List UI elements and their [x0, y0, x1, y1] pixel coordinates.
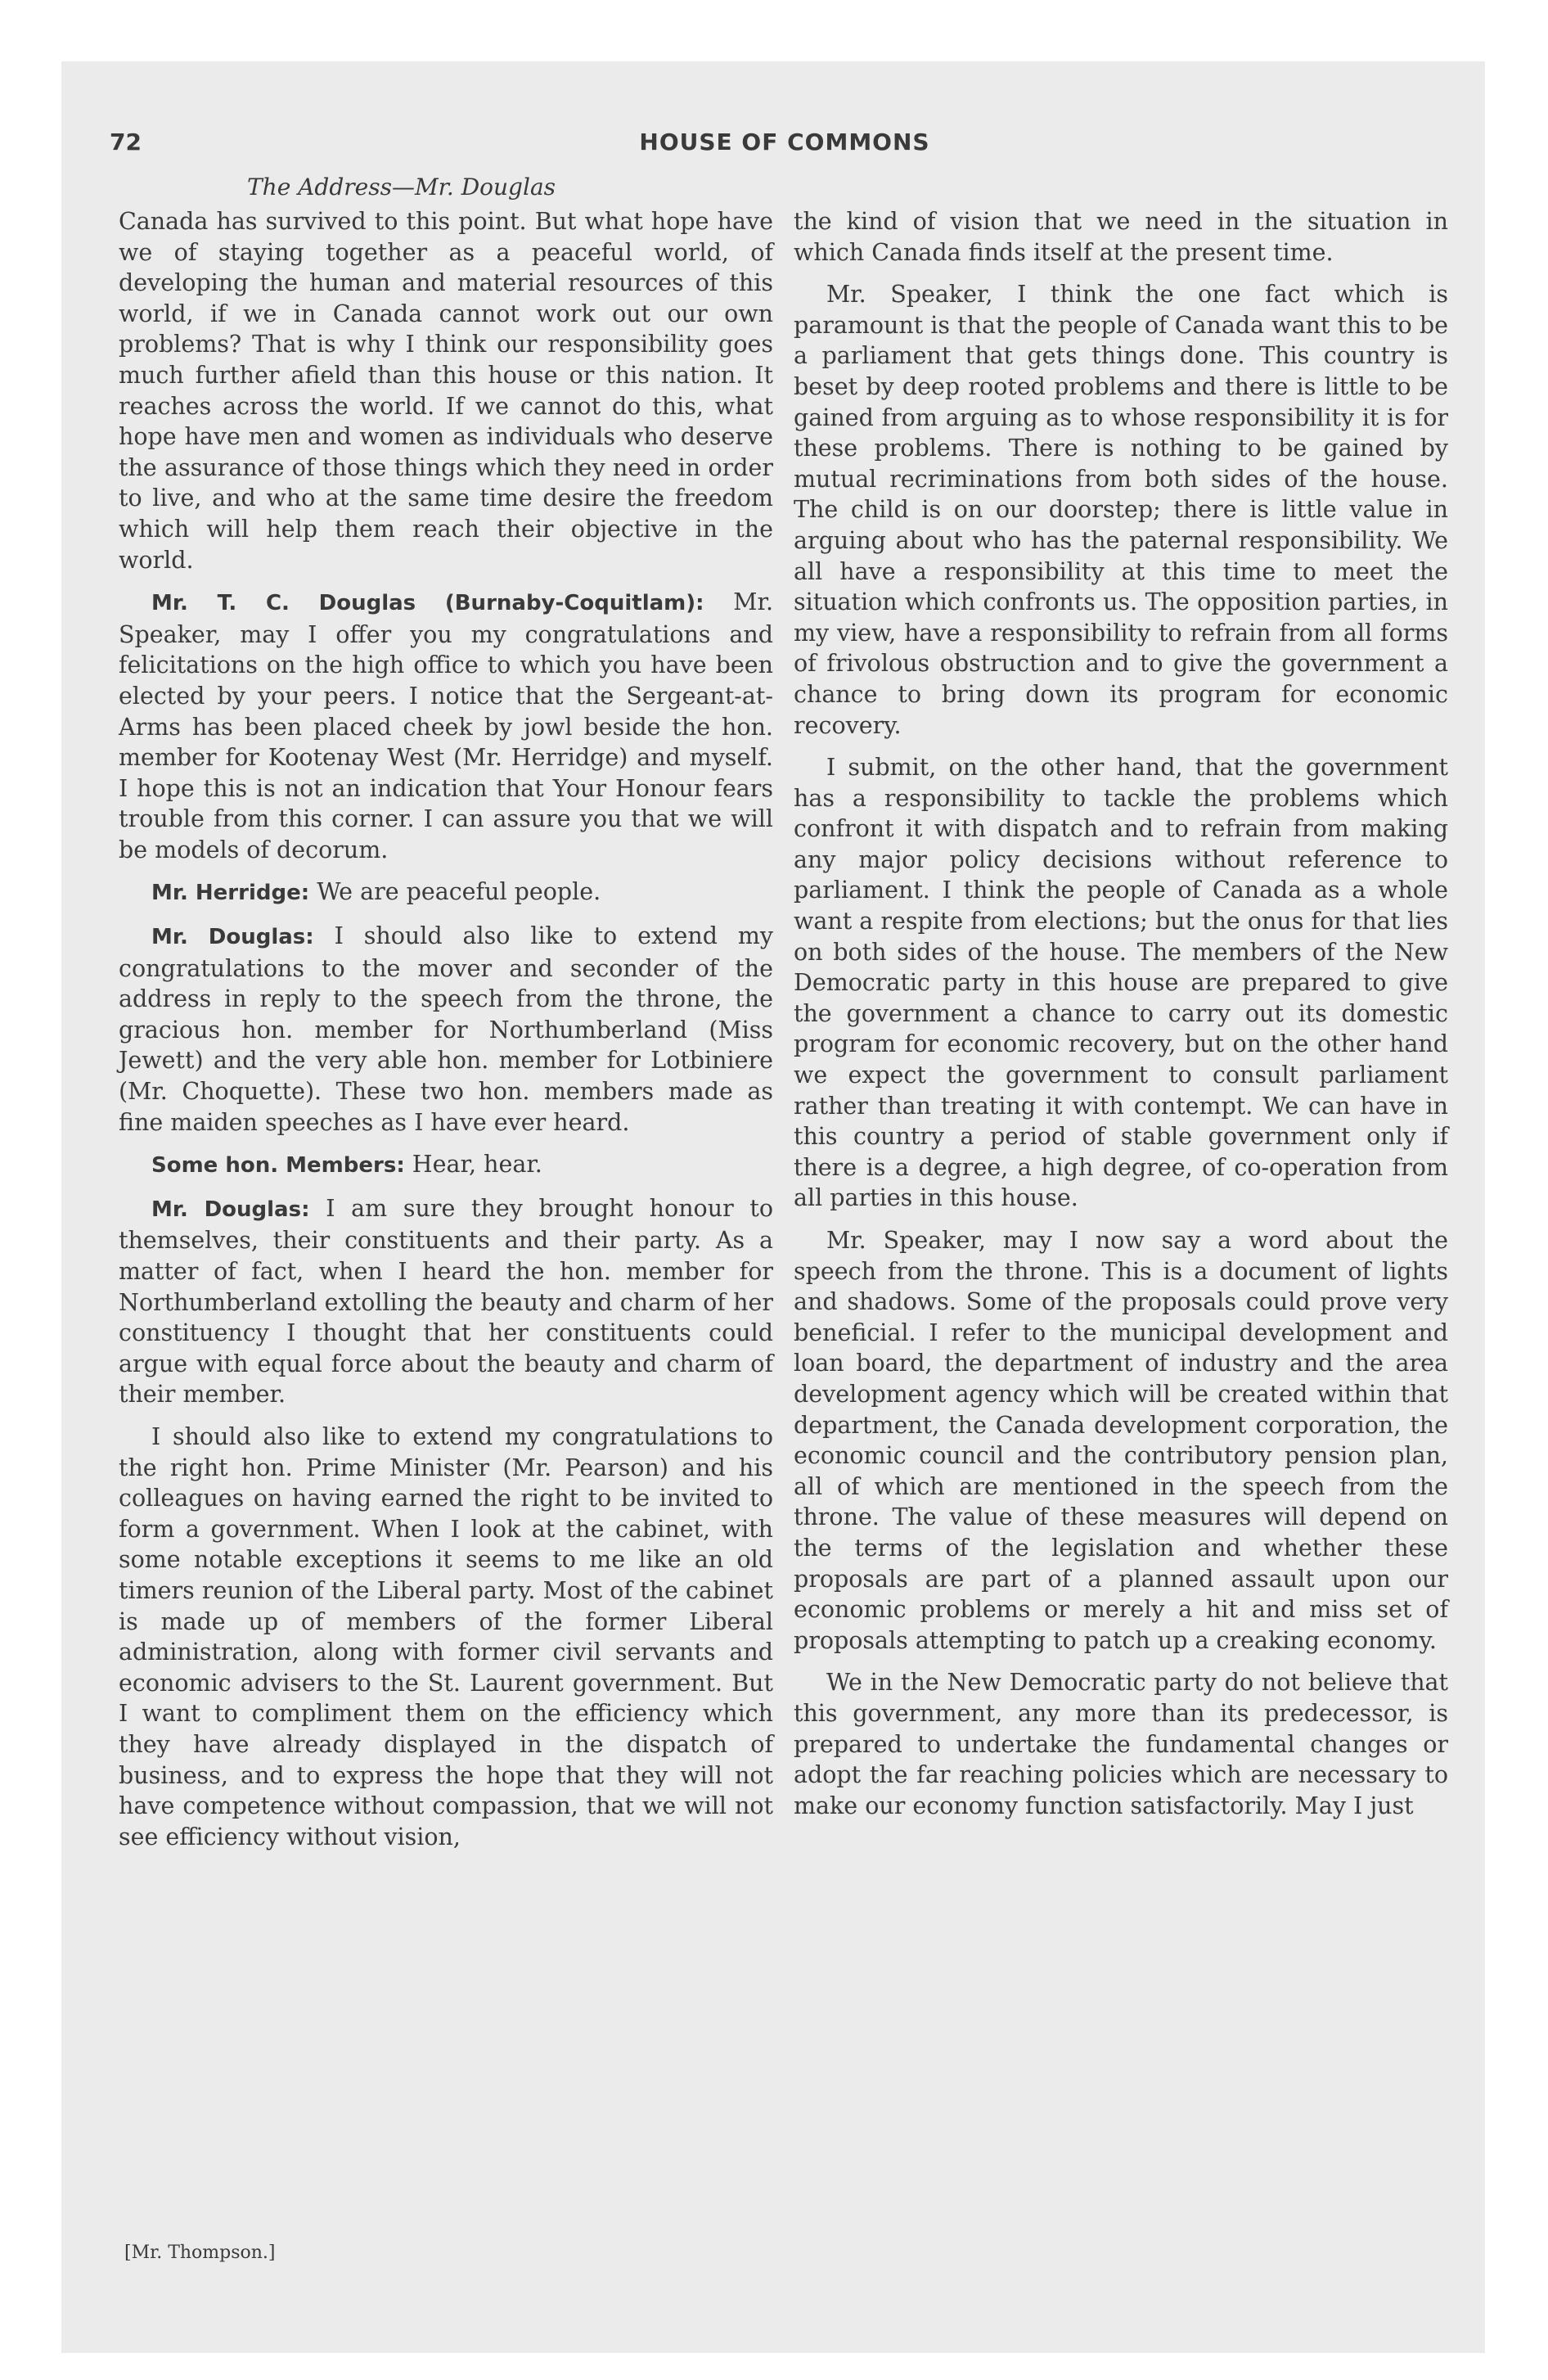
right-column — [794, 206, 1448, 1832]
paragraph: Mr. Speaker, may I now say a word about the speech from the throne. This is a document of lights and shadows. Some of the proposals could prove very beneficial. I refer to the municipal development and loan board, the department of industry and the area development agency which will be created within that department, the Canada development corporation, the economic council and the contributory pension plan, all of which are mentioned in the speech from the throne. The value of these measures will depend on the terms of the legislation and whether these proposals are part of a planned assault upon our economic problems or merely a hit and miss set of proposals attempting to patch up a creaking economy. — [794, 1227, 1448, 1654]
speech-text: I should also like to extend my congratulations to the mover and seconder of the address in reply to the speech from the throne, the gracious hon. member for Northumberland (Miss Jewett) and the very able hon. member for Lotbiniere (Mr. Choquette). These two hon. members made as fine maiden speeches as I have ever heard. — [119, 922, 774, 1136]
running-title: HOUSE OF COMMONS — [639, 128, 930, 156]
paragraph: Canada has survived to this point. But what hope have we of staying together as a peaceful world, of developing the human and material resources of this world, if we in Canada cannot work out our own problems? That is why I think our responsibility goes much further afield than this house or this nation. It reaches across the world. If we cannot do this, what hope have men and women as individuals who deserve the assurance of those things which they need in order to live, and who at the same time desire the freedom which will help them reach their objective in the world. — [119, 208, 773, 574]
speaker-name: Mr. Douglas: — [151, 925, 314, 950]
paragraph: Mr. Speaker, I think the one fact which is paramount is that the people of Canada want this to be a parliament that gets things done. This country is beset by deep rooted problems and there is little to be gained from arguing as to whose responsibility it is for these problems. There is nothing to be gained by mutual recriminations from both sides of the house. The child is on our doorstep; there is little value in arguing about who has the paternal responsibility. We all have a responsibility at this time to meet the situation which confronts us. The opposition parties, in my view, have a responsibility to refrain from all forms of frivolous obstruction and to give the government a chance to bring down its program for economic recovery. — [794, 281, 1448, 739]
paragraph — [119, 877, 773, 909]
page-header — [110, 128, 1460, 161]
speech-text: I am sure they brought honour to themselves, their constituents and their party. As a matter of fact, when I heard the hon. member for Northumberland extolling the beauty and charm of her constituency I thought that her constituents could argue with equal force about the beauty and charm of their member. — [119, 1194, 774, 1409]
speech-text: Mr. Speaker, may I offer you my congratulations and felicitations on the high office to which you have been elected by your peers. I notice that the Sergeant-at-Arms has been placed cheek by jowl beside the hon. member for Kootenay West (Mr. Herridge) and myself. I hope this is not an indication that Your Honour fears trouble from this corner. I can assure you that we will be models of decorum. — [119, 588, 773, 863]
speaker-name: Some hon. Members: — [151, 1153, 405, 1179]
paragraph — [119, 921, 773, 1138]
speaker-name: Mr. Douglas: — [151, 1197, 310, 1222]
speech-text: We are peaceful people. — [317, 878, 601, 906]
paragraph: the kind of vision that we need in the situation in which Canada finds itself at the present time. — [794, 208, 1448, 266]
speaker-name: Mr. Herridge: — [151, 881, 310, 906]
footer-note: [Mr. Thompson.] — [124, 2243, 276, 2263]
paragraph: I submit, on the other hand, that the government has a responsibility to tackle the problems which confront it with dispatch and to refrain from making any major policy decisions without reference to parliament. I think the people of Canada as a whole want a respite from elections; but the onus for that lies on both sides of the house. The members of the New Democratic party in this house are prepared to give the government a chance to carry out its domestic program for economic recovery, but on the other hand we expect the government to consult parliament rather than treating it with contempt. We can have in this country a period of stable government only if there is a degree, a high degree, of co-operation from all parties in this house. — [794, 754, 1448, 1212]
section-subheading: The Address—Mr. Douglas — [247, 174, 556, 201]
left-column — [119, 206, 773, 1864]
paragraph — [119, 587, 773, 865]
speech-text: Hear, hear. — [412, 1151, 542, 1179]
paragraph: I should also like to extend my congratulations to the right hon. Prime Minister (Mr. Pearson) and his colleagues on having earned the right to be invited to form a government. When I look at the cabinet, with some notable exceptions it seems to me like an old timers reunion of the Liberal party. Most of the cabinet is made up of members of the former Liberal administration, along with former civil servants and economic advisers to the St. Laurent government. But I want to compliment them on the efficiency which they have already displayed in the dispatch of business, and to express the hope that they will not have competence without compassion, that we will not see efficiency without vision, — [119, 1422, 773, 1850]
page-number: 72 — [110, 128, 142, 156]
paragraph — [119, 1193, 773, 1410]
speaker-name: Mr. T. C. Douglas (Burnaby-Coquitlam): — [151, 591, 704, 616]
paragraph — [119, 1149, 773, 1182]
paragraph: We in the New Democratic party do not believe that this government, any more than its predecessor, is prepared to undertake the fundamental changes or adopt the far reaching policies which are necessary to make our economy function satisfactorily. May I just — [794, 1669, 1448, 1819]
